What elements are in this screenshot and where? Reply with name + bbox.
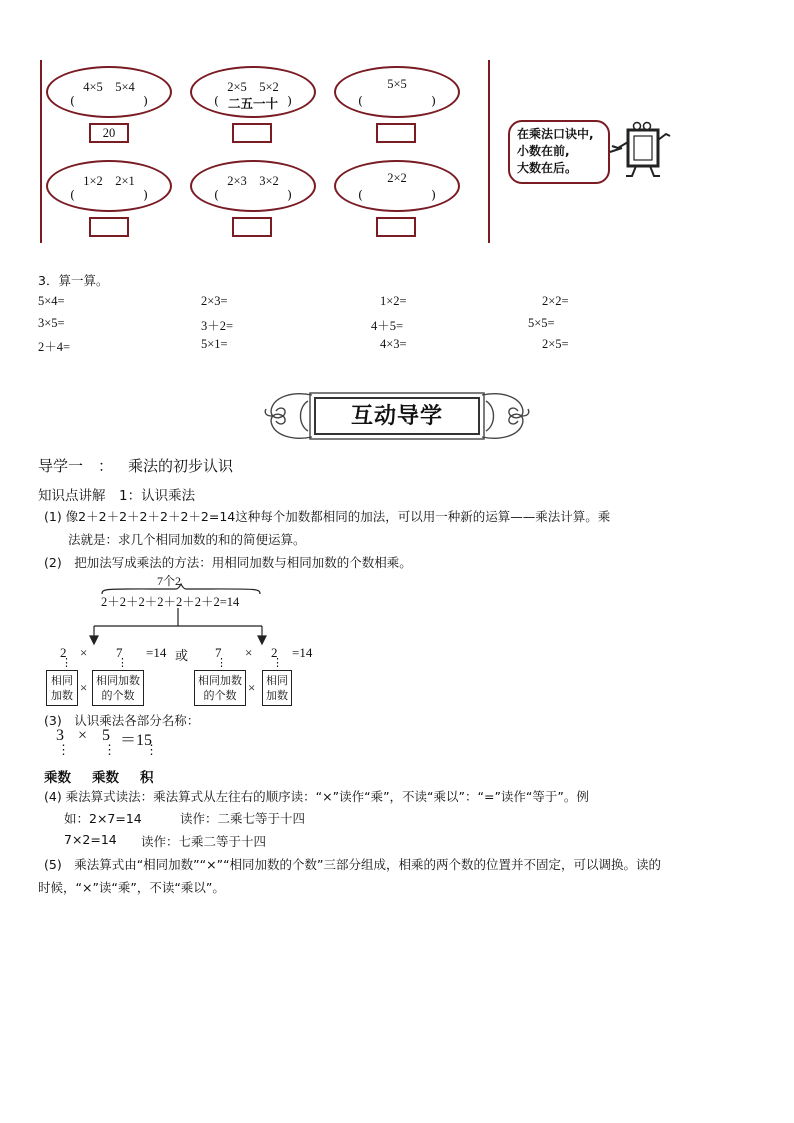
or-word: 或 — [175, 648, 189, 663]
hint-line: 小数在前, — [517, 144, 570, 158]
paren-close: ) — [143, 187, 148, 202]
label-same-addend: 相同 加数 — [46, 670, 78, 706]
oval-answer[interactable]: 二五一十 — [227, 96, 278, 111]
dotted-connector: ⋮ — [57, 743, 70, 758]
factor-b: 2 — [271, 645, 278, 660]
oval-4 — [46, 160, 172, 212]
paren-close: ) — [287, 93, 292, 108]
paragraph-1: (1) 像2＋2＋2＋2＋2＋2＋2=14这种每个加数都相同的加法，可以用一种新的运算——乘法计算。乘 — [44, 509, 611, 524]
problem: 3×5= — [38, 316, 65, 330]
paren-close: ) — [431, 187, 436, 202]
oval-6 — [334, 160, 460, 212]
paren-open: ( — [70, 187, 75, 202]
problem: 2×3= — [201, 294, 228, 308]
answer-box[interactable] — [376, 123, 416, 143]
example-1-equation: 如：2×7=14 — [64, 811, 142, 826]
oval-expression: 2×5 5×2 — [227, 80, 279, 94]
dotted-connector: ⋮ — [117, 656, 128, 669]
dotted-connector: ⋮ — [103, 743, 116, 758]
problem: 5×1= — [201, 337, 228, 351]
paragraph-5: (5) 乘法算式由“相同加数”“×”“相同加数的个数”三部分组成，相乘的两个数的位置并不固定，可以调换。读的 — [44, 857, 662, 872]
hint-line: 在乘法口诀中, — [517, 127, 594, 141]
times-sign: × — [245, 645, 253, 660]
dotted-connector: ⋮ — [145, 743, 158, 758]
guide-heading-number: 导学一 ： — [38, 457, 114, 475]
oval-expression: 4×5 5×4 — [83, 80, 135, 94]
factor-a: 7 — [215, 645, 222, 660]
mascot-icon — [606, 118, 676, 180]
answer-box[interactable]: 20 — [89, 123, 129, 143]
problem: 3＋2= — [201, 319, 234, 333]
part-name-product: 积 — [140, 770, 154, 786]
problem: 2×2= — [542, 294, 569, 308]
paragraph-3: (3) 认识乘法各部分名称： — [44, 713, 200, 728]
paragraph-2: (2) 把加法写成乘法的方法：用相同加数与相同加数的个数相乘。 — [44, 555, 412, 570]
paragraph-1-cont: 法就是：求几个相同加数的和的简便运算。 — [68, 532, 306, 547]
brace-label: 7个2 — [157, 574, 182, 588]
problem: 4×3= — [380, 337, 407, 351]
oval-expression: 5×5 — [387, 77, 407, 91]
oval-1 — [46, 66, 172, 118]
label-addend-count: 相同加数 的个数 — [194, 670, 246, 706]
banner-title: 互动导学 — [314, 397, 480, 435]
example-2-reading: 读作：七乘二等于十四 — [141, 834, 267, 849]
part-factor-a: 3 — [56, 727, 64, 744]
part-factor-b: 5 — [102, 727, 110, 744]
label-addend-count: 相同加数 的个数 — [92, 670, 144, 706]
oval-expression: 2×3 3×2 — [227, 174, 279, 188]
dotted-connector: ⋮ — [272, 656, 283, 669]
right-border-line — [488, 60, 490, 243]
addition-expression: 2＋2＋2＋2＋2＋2＋2=14 — [101, 595, 240, 609]
answer-box[interactable] — [89, 217, 129, 237]
paren-open: ( — [70, 93, 75, 108]
part-times: × — [78, 727, 88, 744]
equals-result: =14 — [146, 645, 167, 660]
guide-heading-title: 乘法的初步认识 — [128, 457, 234, 475]
equals-result: =14 — [292, 645, 313, 660]
factor-a: 2 — [60, 645, 67, 660]
paren-close: ) — [287, 187, 292, 202]
problem: 5×4= — [38, 294, 65, 308]
label-times: × — [248, 680, 256, 695]
paragraph-5-cont: 时候，“×”读“乘”，不读“乘以”。 — [38, 880, 225, 895]
problem: 1×2= — [380, 294, 407, 308]
hint-bubble — [508, 120, 610, 184]
oval-3 — [334, 66, 460, 118]
problem: 5×5= — [528, 316, 555, 330]
label-times: × — [80, 680, 88, 695]
problem: 2＋4= — [38, 340, 71, 354]
times-sign: × — [80, 645, 88, 660]
section-title: 3．算一算。 — [38, 273, 109, 288]
paren-close: ) — [143, 93, 148, 108]
paragraph-4: (4) 乘法算式读法：乘法算式从左往右的顺序读：“×”读作“乘”，不读“乘以”：“=”读作“等于”。例 — [44, 789, 589, 804]
answer-box[interactable] — [232, 217, 272, 237]
oval-expression: 1×2 2×1 — [83, 174, 135, 188]
answer-box[interactable] — [232, 123, 272, 143]
paren-close: ) — [431, 93, 436, 108]
oval-5 — [190, 160, 316, 212]
oval-expression: 2×2 — [387, 171, 407, 185]
paren-open: ( — [214, 187, 219, 202]
paren-open: ( — [358, 93, 363, 108]
problem: 4＋5= — [371, 319, 404, 333]
paren-open: ( — [214, 93, 219, 108]
part-name-factor: 乘数 — [44, 770, 71, 786]
example-2-equation: 7×2=14 — [64, 832, 117, 847]
part-product: ＝15 — [120, 732, 153, 749]
oval-2 — [190, 66, 316, 118]
paren-open: ( — [358, 187, 363, 202]
label-same-addend: 相同 加数 — [262, 670, 292, 706]
answer-box[interactable] — [376, 217, 416, 237]
section-banner — [262, 387, 532, 445]
dotted-connector: ⋮ — [61, 656, 72, 669]
factor-b: 7 — [116, 645, 123, 660]
left-border-line — [40, 60, 42, 243]
example-1-reading: 读作：二乘七等于十四 — [180, 811, 306, 826]
dotted-connector: ⋮ — [216, 656, 227, 669]
part-name-factor: 乘数 — [92, 770, 119, 786]
knowledge-subheading: 知识点讲解 1：认识乘法 — [38, 488, 196, 504]
arrow-diagram — [86, 606, 270, 646]
problem: 2×5= — [542, 337, 569, 351]
hint-line: 大数在后。 — [517, 161, 578, 175]
